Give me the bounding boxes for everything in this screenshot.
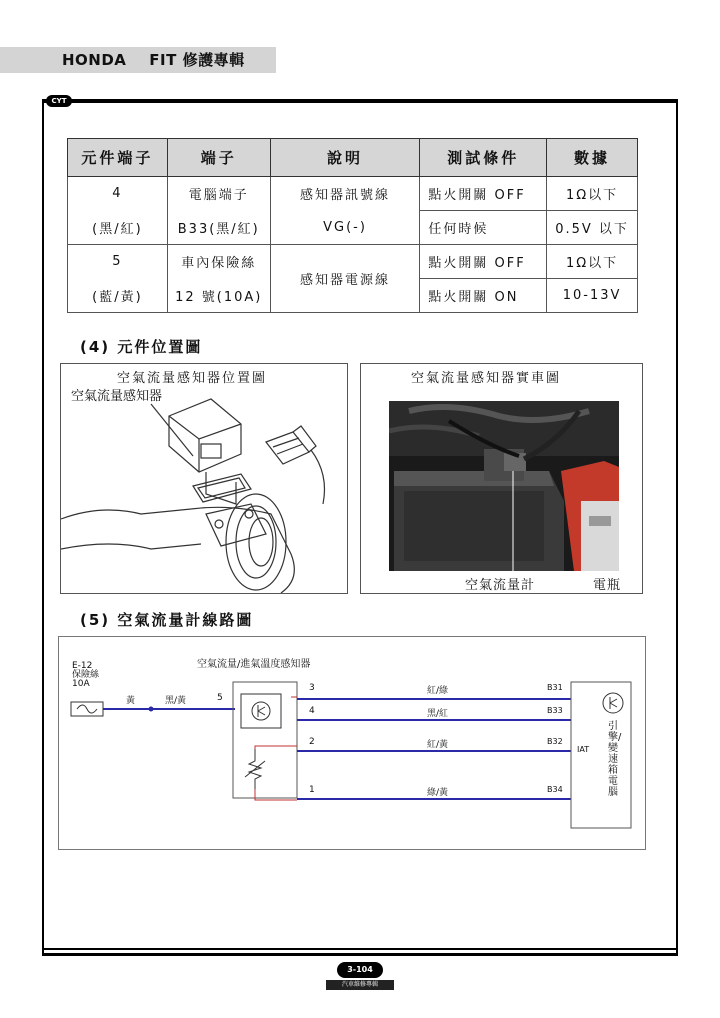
table-cell: 4: [68, 177, 168, 211]
vehicle-photo-panel: [360, 363, 643, 594]
pin-number: 4: [309, 706, 315, 716]
table-cell: VG(-): [270, 211, 420, 245]
table-cell: 1Ω以下: [547, 177, 638, 211]
publisher-logo: CYT: [46, 95, 72, 107]
circuit-diagram: [58, 636, 646, 850]
wire-color-label: 黃: [126, 696, 136, 706]
table-row: [68, 245, 638, 279]
page-number: 3-104: [337, 962, 383, 978]
pin-number: 1: [309, 785, 315, 795]
spec-table: [67, 138, 638, 313]
ecu-pin-label: B31: [547, 683, 563, 692]
photo-title: 空氣流量感知器實車圖: [411, 371, 562, 386]
table-cell: 感知器訊號線: [270, 177, 420, 211]
table-cell: 任何時候: [420, 211, 547, 245]
table-cell: 1Ω以下: [547, 245, 638, 279]
table-cell: 10-13V: [547, 279, 638, 313]
table-cell: 0.5V 以下: [547, 211, 638, 245]
bottom-rule-thick: [42, 953, 678, 956]
table-cell: 電腦端子: [167, 177, 270, 211]
table-cell: (黑/紅): [68, 211, 168, 245]
column-header: 數據: [547, 139, 638, 177]
pin-number: 3: [309, 683, 315, 693]
photo-label-battery: 電瓶: [593, 578, 622, 593]
table-cell: 點火開關 OFF: [420, 245, 547, 279]
table-cell: B33(黑/紅): [167, 211, 270, 245]
page-header-title: HONDA FIT 修護專輯: [62, 51, 245, 69]
bottom-rule: [42, 948, 678, 950]
section-title: (5) 空氣流量計線路圖: [80, 611, 254, 629]
table-cell: (藍/黃): [68, 279, 168, 313]
engine-bay-photo: [389, 401, 619, 571]
photo-label-sensor: 空氣流量計: [465, 578, 536, 593]
table-cell: 5: [68, 245, 168, 279]
column-header: 端子: [167, 139, 270, 177]
wire-color-label: 綠/黃: [427, 788, 449, 798]
fuse-label-1: E-12: [72, 661, 93, 671]
ecu-pin-label: B33: [547, 706, 563, 715]
ecu-pin-label: B32: [547, 737, 563, 746]
column-header: 元件端子: [68, 139, 168, 177]
ecu-label: 引擎/變速箱電腦: [608, 721, 622, 798]
table-row: [68, 211, 638, 245]
publisher-footer: 汽車維修專輯: [326, 980, 394, 990]
iat-label: IAT: [577, 745, 590, 754]
ecu-pin-label: B34: [547, 785, 563, 794]
pin-number: 2: [309, 737, 315, 747]
table-cell: 感知器電源線: [270, 245, 420, 313]
wire-color-label: 紅/黃: [427, 740, 449, 750]
section-title: (4) 元件位置圖: [80, 338, 203, 356]
wire-color-label: 黑/紅: [427, 709, 449, 719]
circuit-title: 空氣流量/進氣溫度感知器: [197, 659, 311, 670]
pin-number: 5: [217, 693, 223, 703]
fuse-label-3: 10A: [72, 679, 90, 689]
table-row: [68, 177, 638, 211]
location-diagram-title: 空氣流量感知器位置圖: [117, 371, 268, 386]
table-cell: 點火開關 OFF: [420, 177, 547, 211]
fuse-label-2: 保險絲: [72, 670, 100, 680]
column-header: 測試條件: [420, 139, 547, 177]
table-cell: 12 號(10A): [167, 279, 270, 313]
wire-color-label: 紅/綠: [427, 686, 449, 696]
top-rule: [42, 99, 678, 103]
location-diagram-label: 空氣流量感知器: [71, 389, 163, 404]
wire-color-label: 黑/黃: [165, 696, 187, 706]
column-header: 說明: [270, 139, 420, 177]
table-cell: 車內保險絲: [167, 245, 270, 279]
table-header-row: [68, 139, 638, 177]
location-diagram: [60, 363, 348, 594]
table-cell: 點火開關 ON: [420, 279, 547, 313]
